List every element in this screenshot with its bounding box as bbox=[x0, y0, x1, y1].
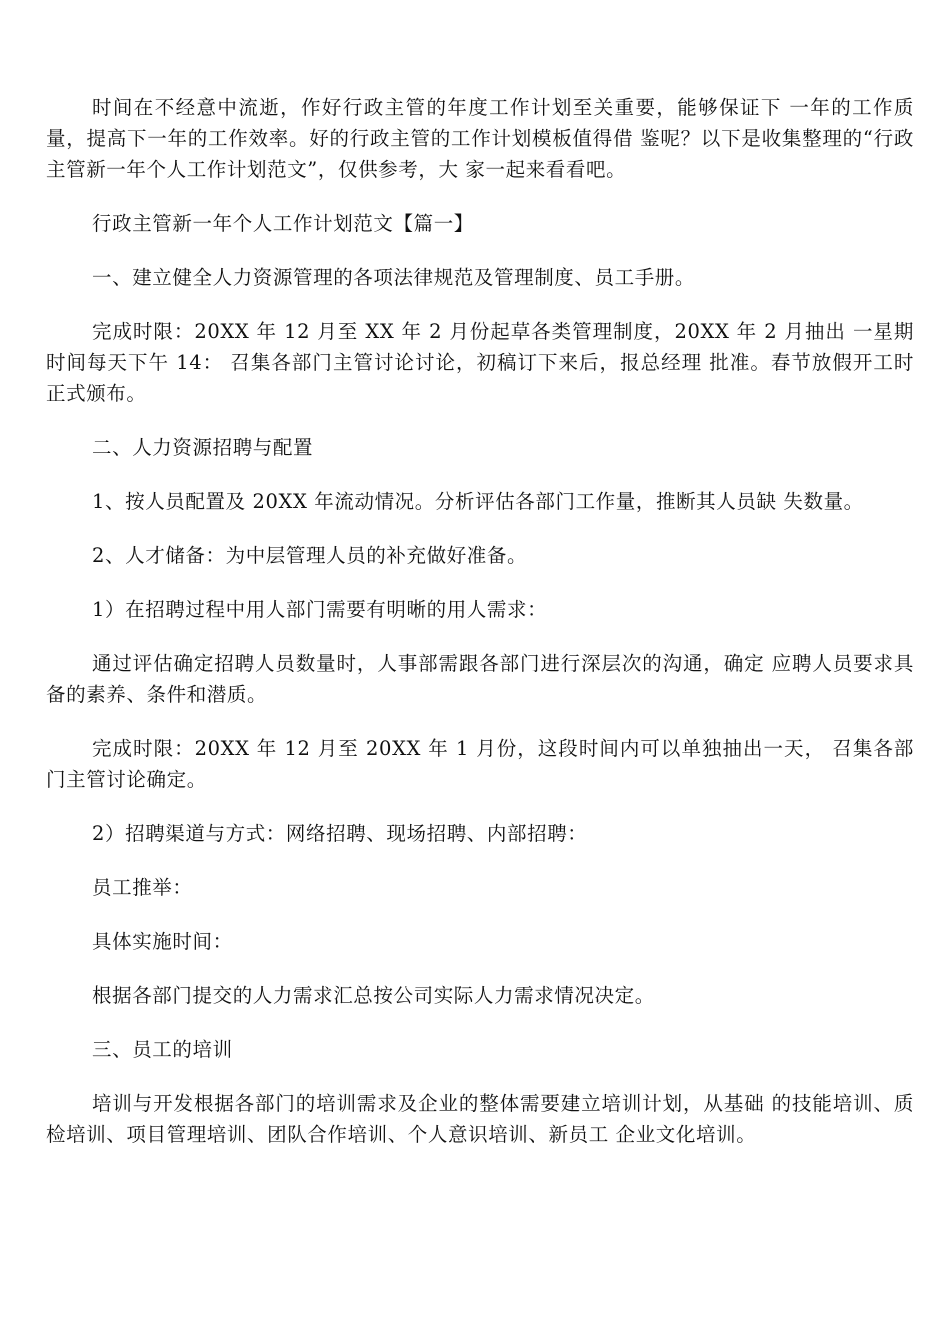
heading-2: 二、人力资源招聘与配置 bbox=[92, 436, 314, 459]
paragraph-subitem-1: 1）在招聘过程中用人部门需要有明晰的用人需求： bbox=[92, 598, 548, 621]
paragraph-schedule-label: 具体实施时间： bbox=[92, 930, 233, 953]
paragraph-referral: 员工推举： bbox=[92, 876, 193, 899]
document-body bbox=[46, 92, 914, 1173]
paragraph-item-2: 2、人才储备：为中层管理人员的补充做好准备。 bbox=[92, 544, 528, 567]
paragraph-training: 培训与开发根据各部门的培训需求及企业的整体需要建立培训计划，从基础 的技能培训、质检培训、项目管理培训、团队合作培训、个人意识培训、新员工 企业文化培训。 bbox=[46, 1092, 914, 1146]
paragraph-deadline-2: 完成时限：20XX 年 12 月至 20XX 年 1 月份，这段时间内可以单独抽出一天， 召集各部门主管讨论确定。 bbox=[46, 737, 914, 791]
paragraph-deadline-1: 完成时限：20XX 年 12 月至 XX 年 2 月份起草各类管理制度，20XX 年 2 月抽出 一星期时间每天下午 14： 召集各部门主管讨论讨论，初稿订下来后，报总经理 批准。春节放假开工时正式颁布。 bbox=[46, 320, 914, 405]
paragraph-schedule-detail: 根据各部门提交的人力需求汇总按公司实际人力需求情况决定。 bbox=[92, 984, 655, 1007]
paragraph-item-1: 1、按人员配置及 20XX 年流动情况。分析评估各部门工作量，推断其人员缺 失数量。 bbox=[92, 490, 864, 513]
heading-1: 一、建立健全人力资源管理的各项法律规范及管理制度、员工手册。 bbox=[92, 266, 696, 289]
section-title: 行政主管新一年个人工作计划范文【篇一】 bbox=[92, 212, 474, 235]
paragraph-subitem-2: 2）招聘渠道与方式：网络招聘、现场招聘、内部招聘： bbox=[92, 822, 588, 845]
paragraph-evaluation: 通过评估确定招聘人员数量时，人事部需跟各部门进行深层次的沟通，确定 应聘人员要求具备的素养、条件和潜质。 bbox=[46, 652, 914, 706]
heading-3: 三、员工的培训 bbox=[92, 1038, 233, 1061]
intro-paragraph: 时间在不经意中流逝，作好行政主管的年度工作计划至关重要，能够保证下 一年的工作质量，提高下一年的工作效率。好的行政主管的工作计划模板值得借 鉴呢？以下是收集整理的“行政主管新一年个人工作计划范文”，仅供参考，大 家一起来看看吧。 bbox=[46, 96, 914, 181]
